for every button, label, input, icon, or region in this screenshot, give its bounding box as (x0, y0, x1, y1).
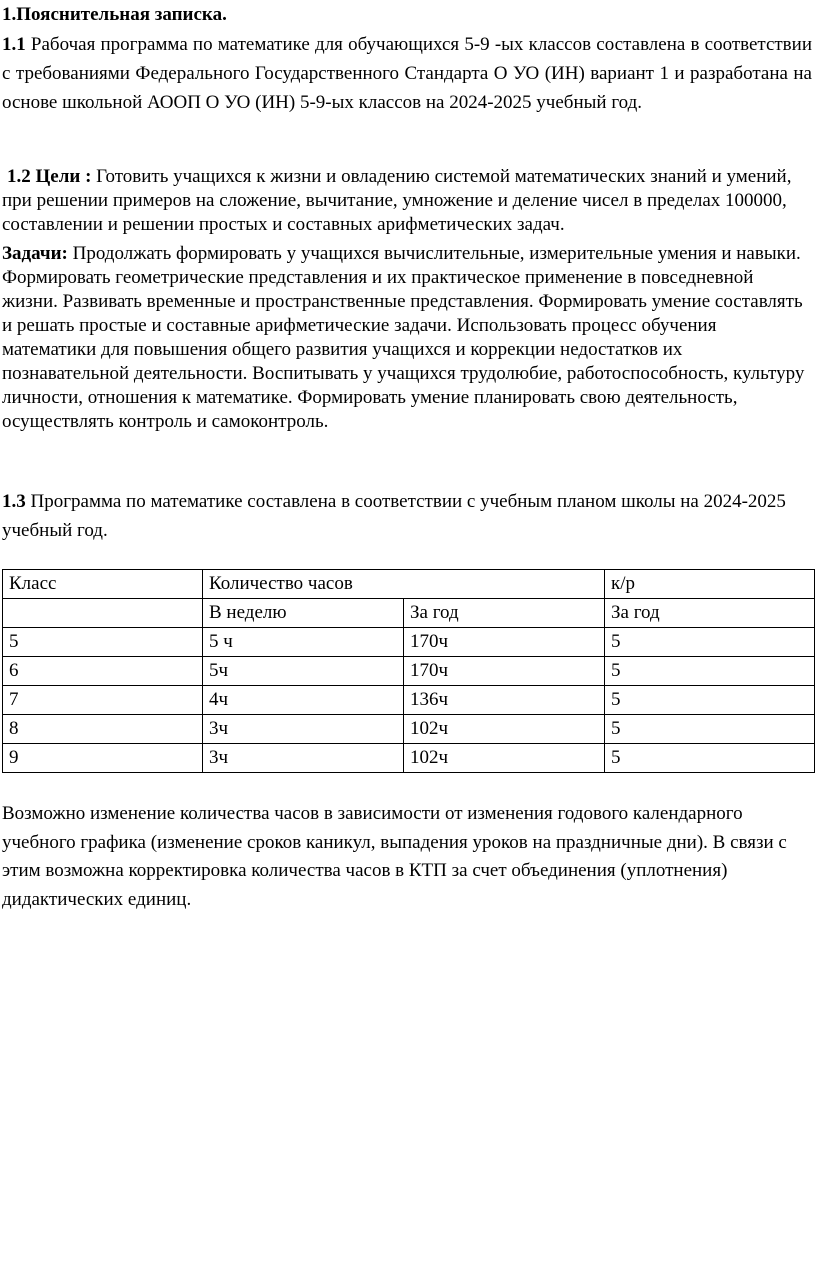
table-subheader-row (3, 599, 815, 628)
cell-per-week: 3ч (203, 715, 404, 744)
subheader-empty (3, 599, 203, 628)
section-1-1-paragraph (2, 30, 812, 117)
cell-per-week: 4ч (203, 686, 404, 715)
subheader-kr-per-year: За год (605, 599, 815, 628)
cell-kr: 5 (605, 744, 815, 773)
cell-per-year: 170ч (404, 657, 605, 686)
cell-per-year: 136ч (404, 686, 605, 715)
cell-kr: 5 (605, 686, 815, 715)
tasks-paragraph (2, 242, 812, 434)
table-header-row (3, 570, 815, 599)
section-1-3-text: Программа по математике составлена в соответствии с учебным планом школы на 2024-2025 учебный год. (2, 491, 786, 541)
subheader-per-week: В неделю (203, 599, 404, 628)
cell-per-week: 5ч (203, 657, 404, 686)
section-1-1-number: 1.1 (2, 34, 26, 55)
cell-class: 5 (3, 628, 203, 657)
page-title: 1.Пояснительная записка. (2, 4, 227, 25)
cell-per-week: 5 ч (203, 628, 404, 657)
section-1-3-number: 1.3 (2, 491, 26, 512)
cell-kr: 5 (605, 628, 815, 657)
cell-per-year: 102ч (404, 744, 605, 773)
cell-per-year: 102ч (404, 715, 605, 744)
hours-table (2, 569, 815, 773)
cell-kr: 5 (605, 657, 815, 686)
tasks-label: Задачи: (2, 243, 68, 264)
table-row (3, 628, 815, 657)
header-hours: Количество часов (203, 570, 605, 599)
header-kr: к/р (605, 570, 815, 599)
section-1-2-paragraph (2, 165, 812, 237)
tasks-text: Продолжать формировать у учащихся вычислительные, измерительные умения и навыки. Формировать геометрические представления и их практическое применение в повседневной жизни. Развивать временные и пространственные представления. Формировать умение составлять и решать простые и составные арифметические задачи. Использовать процесс обучения математики для повышения общего развития учащихся и коррекции недостатков их познавательной деятельности. Воспитывать у учащихся трудолюбие, работоспособность, культуру личности, отношения к математике. Формировать умение планировать свою деятельность, осуществлять контроль и самоконтроль. (2, 243, 805, 432)
cell-class: 7 (3, 686, 203, 715)
section-1-2-label: 1.2 Цели : (7, 166, 92, 187)
table-row (3, 715, 815, 744)
note-paragraph: Возможно изменение количества часов в зависимости от изменения годового календарного учебного графика (изменение сроков каникул, выпадения уроков на праздничные дни). В связи с этим возможна корректировка количества часов в КТП за счет объединения (уплотнения) дидактических единиц. (2, 803, 787, 910)
table-row (3, 686, 815, 715)
cell-class: 6 (3, 657, 203, 686)
cell-per-year: 170ч (404, 628, 605, 657)
section-1-2-text: Готовить учащихся к жизни и овладению системой математических знаний и умений, при решении примеров на сложение, вычитание, умножение и деление чисел в пределах 100000, составлении и решении простых и составных арифметических задач. (2, 166, 792, 235)
table-row (3, 657, 815, 686)
section-1-1-text: Рабочая программа по математике для обучающихся 5-9 -ых классов составлена в соответствии с требованиями Федерального Государственного Стандарта О УО (ИН) вариант 1 и разработана на основе школьной АООП О УО (ИН) 5-9-ых классов на 2024-2025 учебный год. (2, 34, 812, 113)
table-row (3, 744, 815, 773)
cell-class: 8 (3, 715, 203, 744)
subheader-per-year: За год (404, 599, 605, 628)
cell-kr: 5 (605, 715, 815, 744)
cell-class: 9 (3, 744, 203, 773)
header-class: Класс (3, 570, 203, 599)
cell-per-week: 3ч (203, 744, 404, 773)
section-1-3-paragraph (2, 487, 812, 545)
